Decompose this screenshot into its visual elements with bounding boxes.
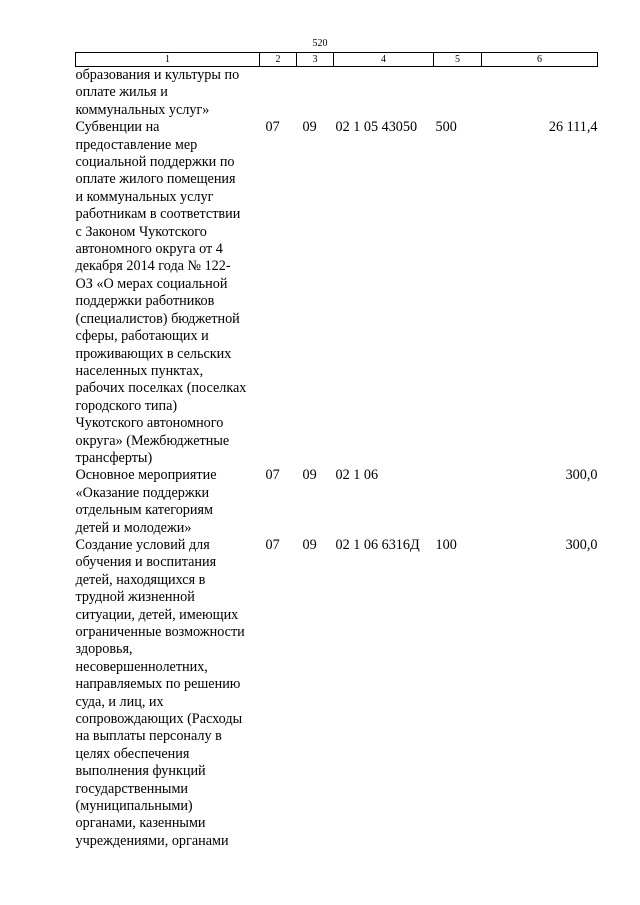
- row-amount: 300,0: [565, 467, 598, 484]
- column-header-2: 2: [260, 53, 297, 67]
- column-header-6: 6: [482, 53, 598, 67]
- page-number: 520: [312, 38, 328, 49]
- table-row: [76, 67, 598, 120]
- row-section-code: [260, 67, 297, 120]
- column-header-3: 3: [297, 53, 334, 67]
- row-subsection-code: 09: [302, 536, 317, 553]
- row-amount: 26 111,4: [548, 119, 598, 136]
- table-row: [76, 467, 598, 537]
- row-expense-type-code: [434, 467, 482, 537]
- row-target-item-code: 02 1 05 43050: [335, 119, 418, 136]
- row-target-item-code: [334, 67, 434, 120]
- row-section-code: 07: [265, 119, 280, 136]
- row-expense-type-code: 500: [435, 119, 457, 136]
- budget-table: [75, 52, 598, 850]
- table-row: [76, 119, 598, 467]
- row-amount: 300,0: [565, 536, 598, 553]
- row-name: образования и культуры по оплате жилья и коммунальных услуг»: [75, 67, 240, 118]
- row-name: Создание условий для обучения и воспитания детей, находящихся в трудной жизненной ситуации, детей, имеющих ограниченные возможности здоровья, несовершеннолетних, направляемых по решению суда, и лиц, их сопровождающих (Расходы на выплаты персоналу в целях обеспечения выполнения функций государственными (муниципальными) органами, казенными учреждениями, органами: [75, 536, 245, 849]
- row-name: Основное мероприятие «Оказание поддержки отдельным категориям детей и молодежи»: [75, 467, 217, 536]
- table-header-row: [76, 53, 598, 67]
- row-subsection-code: [297, 67, 334, 120]
- row-section-code: 07: [265, 536, 280, 553]
- row-target-item-code: 02 1 06 6316Д: [335, 536, 420, 553]
- column-header-1: 1: [76, 53, 260, 67]
- table-row: [76, 537, 598, 850]
- column-header-4: 4: [334, 53, 434, 67]
- row-expense-type-code: [434, 67, 482, 120]
- row-amount: [482, 67, 598, 120]
- row-name: Субвенции на предоставление мер социальной поддержки по оплате жилого помещения и коммунальных услуг работникам в соответствии с Законом Чукотского автономного округа от 4 декабря 2014 года № 122- ОЗ «О мерах социальной поддержки работников (специалистов) бюджетной сферы, работающих и проживающих в сельских населенных пунктах, рабочих поселках (поселках городского типа) Чукотского автономного округа» (Межбюджетные трансферты): [75, 119, 247, 466]
- row-expense-type-code: 100: [435, 536, 457, 553]
- column-header-5: 5: [434, 53, 482, 67]
- row-section-code: 07: [265, 467, 280, 484]
- row-subsection-code: 09: [302, 467, 317, 484]
- row-target-item-code: 02 1 06: [335, 467, 379, 484]
- row-subsection-code: 09: [302, 119, 317, 136]
